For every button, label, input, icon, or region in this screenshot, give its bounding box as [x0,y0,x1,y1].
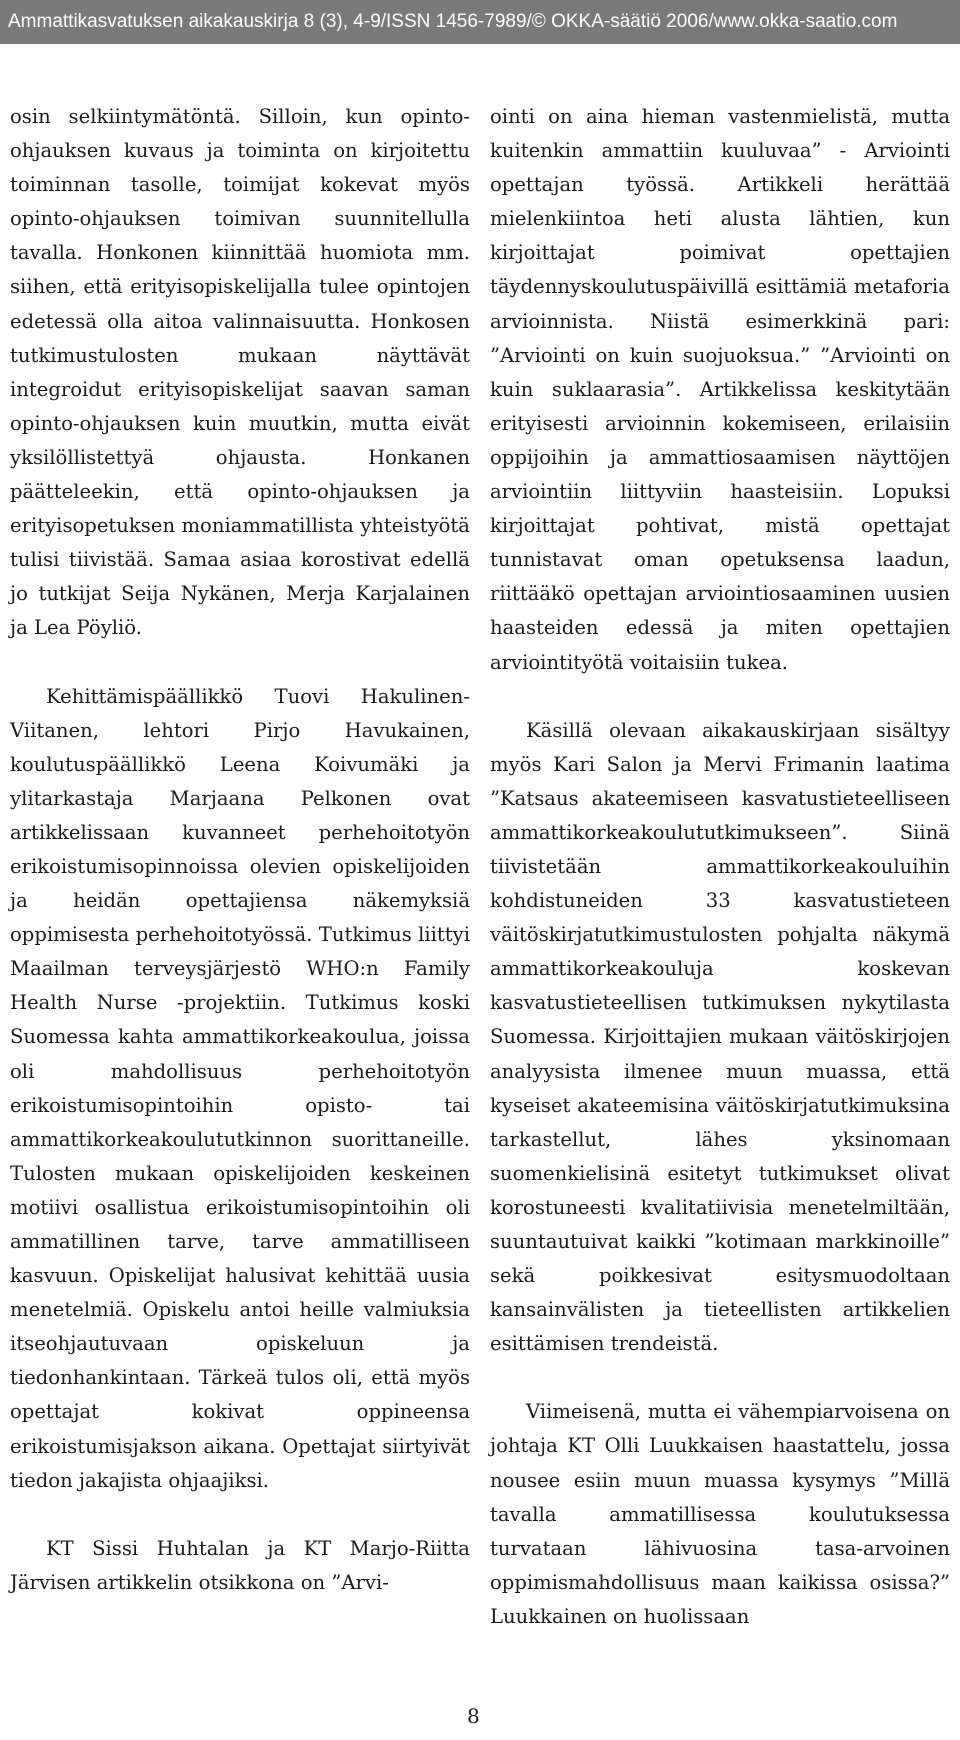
page-number: 8 [467,1704,480,1728]
paragraph: osin selkiintymätöntä. Silloin, kun opinto-ohjauksen kuvaus ja toiminta on kirjoitettu toiminnan tasolle, toimijat kokevat myös opinto-ohjauksen toimivan suunnitellulla tavalla. Honkonen kiinnittää huomiota mm. siihen, että erityisopiskelijalla tulee opintojen edetessä olla aitoa valinnaisuutta. Honkosen tutkimustulosten mukaan näyttävät integroidut erityisopiskelijat saavan saman opinto-ohjauksen kuin muutkin, mutta eivät yksilöllistettyä ohjausta. Honkanen päätteleekin, että opinto-ohjauksen ja erityisopetuksen moniammatillista yhteistyötä tulisi tiivistää. Samaa asiaa korostivat edellä jo tutkijat Seija Nykänen, Merja Karjalainen ja Lea Pöyliö. [10,105,470,640]
right-column [490,100,950,1634]
paragraph: Kehittämispäällikkö Tuovi Hakulinen-Viitanen, lehtori Pirjo Havukainen, koulutuspäällikkö Leena Koivumäki ja ylitarkastaja Marjaana Pelkonen ovat artikkelissaan kuvanneet perhehoitotyön erikoistumisopinnoissa olevien opiskelijoiden ja heidän opettajiensa näkemyksiä oppimisesta perhehoitotyössä. Tutkimus liittyi Maailman terveysjärjestö WHO:n Family Health Nurse -projektiin. Tutkimus koski Suomessa kahta ammattikorkeakoulua, joissa oli mahdollisuus perhehoitotyön erikoistumisopintoihin opisto- tai ammattikorkeakoulututkinnon suorittaneille. Tulosten mukaan opiskelijoiden keskeinen motiivi osallistua erikoistumisopintoihin oli ammatillinen tarve, tarve ammatilliseen kasvuun. Opiskelijat halusivat kehittää uusia menetelmiä. Opiskelu antoi heille valmiuksia itseohjautuvaan opiskeluun ja tiedonhankintaan. Tärkeä tulos oli, että myös opettajat kokivat oppineensa erikoistumisjakson aikana. Opettajat siirtyivät tiedon jakajista ohjaajiksi. [10,684,470,1492]
left-column [10,100,470,1600]
paragraph: ointi on aina hieman vastenmielistä, mutta kuitenkin ammattiin kuuluvaa” - Arviointi opettajan työssä. Artikkeli herättää mielenkiintoa heti alusta lähtien, kun kirjoittajat poimivat opettajien täydennyskoulutuspäivillä esittämiä metaforia arvioinnista. Niistä esimerkkinä pari: ”Arviointi on kuin suojuoksua.” ”Arviointi on kuin suklaarasia”. Artikkelissa keskitytään erityisesti arvioinnin kokemiseen, erilaisiin oppijoihin ja ammattiosaamisen näyttöjen arviointiin liittyviin haasteisiin. Lopuksi kirjoittajat pohtivat, mistä opettajat tunnistavat oman opetuksensa laadun, riittääkö opettajan arviointiosaaminen uusien haasteiden edessä ja miten opettajien arviointityötä voitaisiin tukea. [490,105,950,674]
paragraph: Viimeisenä, mutta ei vähempiarvoisena on johtaja KT Olli Luukkaisen haastattelu, jossa nousee esiin muun muassa kysymys ”Millä tavalla ammatillisessa koulutuksessa turvataan lähivuosina tasa-arvoinen oppimismahdollisuus maan kaikissa osissa?” Luukkainen on huolissaan [490,1400,950,1628]
paragraph: KT Sissi Huhtalan ja KT Marjo-Riitta Järvisen artikkelin otsikkona on ”Arvi- [10,1536,470,1594]
paragraph: Käsillä olevaan aikakauskirjaan sisältyy myös Kari Salon ja Mervi Frimanin laatima ”Katsaus akateemiseen kasvatustieteelliseen ammattikorkeakoulututkimukseen”. Siinä tiivistetään ammattikorkeakouluihin kohdistuneiden 33 kasvatustieteen väitöskirjatutkimustulosten pohjalta näkymä ammattikorkeakouluja koskevan kasvatustieteellisen tutkimuksen nykytilasta Suomessa. Kirjoittajien mukaan väitöskirjojen analyysista ilmenee muun muassa, että kyseiset akateemisina väitöskirjatutkimuksina tarkastellut, lähes yksinomaan suomenkielisinä esitetyt tutkimukset olivat korostuneesti kvalitatiivisia menetelmiltään, suuntautuivat kaikki ”kotimaan markkinoille” sekä poikkesivat esitysmuodoltaan kansainvälisten ja tieteellisten artikkelien esittämisen trendeistä. [490,718,950,1356]
journal-header: Ammattikasvatuksen aikakauskirja 8 (3), 4-9/ISSN 1456-7989/© OKKA-säätiö 2006/www.okka-saatio.com [0,0,960,44]
